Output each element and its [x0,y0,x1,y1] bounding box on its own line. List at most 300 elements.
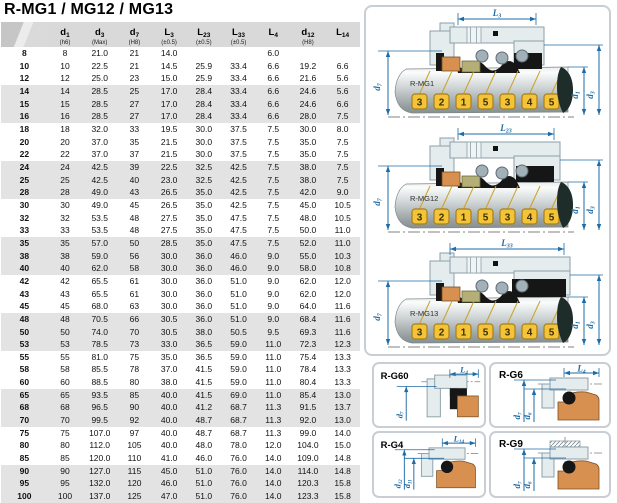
table-cell: 78.0 [221,439,256,452]
row-header-cell: 20 [1,136,48,149]
dim-arrowhead [597,45,601,51]
dim-label-main: L [500,123,506,133]
table-cell: 27 [117,98,152,111]
table-cell: 7.5 [256,174,291,187]
spring-coil [476,280,488,292]
table-cell: 32.0 [82,123,117,136]
column-label-main: d [60,27,67,38]
table-cell: 75.4 [291,351,326,364]
table-cell: 30.5 [152,325,187,338]
table-cell: 28.5 [82,85,117,98]
part-number: 2 [438,212,445,224]
column-header-label [291,22,326,40]
table-cell: 39 [117,161,152,174]
table-cell: 11.3 [256,427,291,440]
column-label-main: d [301,27,308,38]
table-cell: 38 [48,250,83,263]
dim-label-sub: 3 [590,91,597,95]
table-cell: 46.0 [221,262,256,275]
table-cell: 91.5 [291,401,326,414]
part-number: 3 [504,327,511,339]
table-cell: 10.5 [325,212,360,225]
dim-label-sub: 7 [400,411,406,414]
gland-name: R-G60 [380,370,409,382]
table-cell: 24.6 [291,85,326,98]
table-cell: 14.5 [152,60,187,73]
table-cell: 100 [48,490,83,503]
table-cell: 17.0 [152,110,187,123]
table-cell: 125 [117,490,152,503]
o-ring [563,461,576,474]
table-cell: 48.0 [291,212,326,225]
row-header-cell: 16 [1,110,48,123]
table-cell: 68.0 [82,300,117,313]
column-label-sub: 1 [66,32,70,39]
column-tolerance-note: (H8) [128,40,141,46]
column-label-sub: 33 [237,32,246,39]
part-number: 5 [548,327,555,339]
table-cell: 72.3 [291,338,326,351]
table-cell: 14.0 [256,452,291,465]
table-cell: 37.5 [221,136,256,149]
table-cell: 40.0 [152,401,187,414]
seal-drawing-r-mg13 [366,237,609,352]
table-cell: 78.4 [291,363,326,376]
table-cell: 10.8 [325,262,360,275]
table-cell: 14.8 [325,465,360,478]
dim-label-sub: 1 [575,206,582,210]
dim-arrowhead [548,132,554,136]
column-tolerance-note: (±0.5) [230,40,247,46]
dim-label-main: L [501,238,507,248]
table-cell: 96.5 [82,401,117,414]
table-cell: 35.0 [152,351,187,364]
table-cell: 27 [117,110,152,123]
dim-arrowhead [386,109,390,115]
gland-drawing-r-g9 [491,433,609,495]
table-header [1,22,360,47]
table-row [1,161,360,174]
dim-label-sub: 7 [377,198,384,202]
part-number: 2 [438,97,445,109]
spring-coil [516,165,528,177]
dim-label-main: L [577,364,583,374]
seal-diagrams-panel [364,5,611,356]
dim-label-sub: 12 [398,479,404,485]
table-cell: 56 [117,250,152,263]
table-row [1,414,360,427]
table-cell: 10.3 [325,250,360,263]
row-header-cell: 28 [1,186,48,199]
table-cell [221,47,256,60]
spring-coil [496,282,508,294]
table-cell: 28.5 [82,98,117,111]
table-cell: 36.0 [186,287,221,300]
table-cell: 35.0 [186,199,221,212]
table-cell: 14.0 [256,490,291,503]
table-cell: 12 [48,72,83,85]
dim-arrowhead [582,224,586,230]
table-cell: 42.5 [221,199,256,212]
table-cell: 93.5 [82,389,117,402]
dim-label-main: d [585,94,595,99]
column-tolerance-note: (h6) [59,40,71,46]
table-cell: 23.0 [152,174,187,187]
table-cell: 62.0 [82,262,117,275]
table-cell: 30.0 [186,148,221,161]
dim-label-main: d [570,324,580,329]
table-cell: 30.0 [186,123,221,136]
table-cell: 22 [48,148,83,161]
table-cell: 36.0 [186,313,221,326]
table-cell: 19.5 [152,123,187,136]
table-cell: 45.0 [152,465,187,478]
gland-body [435,375,467,388]
table-cell: 49.0 [82,199,117,212]
table-cell: 46.0 [186,452,221,465]
table-cell: 38.0 [291,174,326,187]
dim-arrowhead [582,109,586,115]
table-cell: 40.0 [152,414,187,427]
table-cell: 92.0 [291,414,326,427]
table-cell: 35 [48,237,83,250]
table-row [1,186,360,199]
table-cell: 42.5 [82,161,117,174]
part-number: 1 [460,212,467,224]
seal-diagram-r-mg12 [366,122,609,237]
row-header-cell: 43 [1,287,48,300]
spring-coil [496,167,508,179]
table-cell: 21.5 [152,148,187,161]
table-row [1,110,360,123]
table-cell: 48.0 [186,439,221,452]
table-cell: 51.0 [221,287,256,300]
table-cell: 15.0 [325,439,360,452]
dim-arrowhead [597,339,601,345]
table-cell: 11.0 [325,237,360,250]
row-header-cell: 12 [1,72,48,85]
table-cell: 5.6 [325,85,360,98]
table-cell [186,47,221,60]
row-header-cell: 22 [1,148,48,161]
seal-face-ring [442,287,460,301]
table-cell: 10.5 [325,199,360,212]
table-cell: 11.0 [256,376,291,389]
row-header-cell: 95 [1,477,48,490]
table-cell: 61 [117,287,152,300]
table-cell: 15.8 [325,477,360,490]
table-cell: 104.0 [291,439,326,452]
table-cell: 19.2 [291,60,326,73]
table-cell: 68.7 [221,414,256,427]
table-cell: 9.0 [325,186,360,199]
seat-ring [462,176,480,187]
table-cell: 24 [48,161,83,174]
table-cell: 120 [117,477,152,490]
table-cell: 50 [117,237,152,250]
diagram-name: R-MG1 [410,79,435,88]
drive-pin [493,31,498,36]
table-cell: 40 [117,174,152,187]
seat-cup [457,396,478,417]
table-cell: 58 [117,262,152,275]
table-cell: 12.0 [325,287,360,300]
table-cell: 70.5 [82,313,117,326]
dim-label-main: d [372,316,382,321]
gland-name: R-G9 [499,439,523,450]
table-cell: 99.0 [291,427,326,440]
row-header-cell: 68 [1,401,48,414]
table-row [1,275,360,288]
dim-label-sub: 4 [582,368,586,375]
dim-label-sub: 7 [377,313,384,317]
table-cell: 37.0 [82,148,117,161]
dim-arrowhead [597,275,601,281]
table-cell: 42 [48,275,83,288]
table-cell: 69.0 [221,389,256,402]
table-cell: 65.5 [82,275,117,288]
table-cell: 76.0 [221,465,256,478]
column-header-label [221,22,256,40]
row-header-cell: 58 [1,363,48,376]
part-number: 4 [526,97,533,109]
part-number: 4 [526,212,533,224]
table-cell: 15 [48,98,83,111]
table-cell: 14.0 [256,465,291,478]
table-cell: 27.5 [152,212,187,225]
dim-arrowhead [458,132,464,136]
table-cell: 55 [48,351,83,364]
table-cell: 33.4 [221,98,256,111]
table-cell: 7.5 [256,199,291,212]
table-cell: 105 [117,439,152,452]
dim-label-main: d [512,484,522,489]
dim-label-main: d [402,484,413,489]
table-row [1,250,360,263]
table-row [1,452,360,465]
table-cell: 25 [117,85,152,98]
table-cell: 7.5 [256,161,291,174]
table-cell: 36.0 [186,250,221,263]
table-row [1,60,360,73]
row-header-cell: 50 [1,325,48,338]
seal-drawing-r-mg1 [366,7,609,122]
table-cell: 30.0 [152,275,187,288]
table-cell: 90 [117,401,152,414]
row-header-cell: 70 [1,414,48,427]
gland-name: R-G4 [380,439,404,451]
table-cell: 28.4 [186,110,221,123]
table-cell: 59.0 [221,376,256,389]
row-header-cell: 40 [1,262,48,275]
table-cell: 30.5 [152,313,187,326]
table-cell: 32.5 [186,174,221,187]
table-cell: 6.6 [256,110,291,123]
rubber-boot [450,388,458,409]
row-header-cell: 55 [1,351,48,364]
table-cell: 85.5 [82,363,117,376]
dim-arrowhead [386,281,390,287]
table-cell: 25.9 [186,72,221,85]
table-cell: 41.0 [152,452,187,465]
table-cell: 58 [48,363,83,376]
column-label-main: L [164,27,171,38]
dim-arrowhead [412,458,416,464]
set-screw [467,27,481,43]
table-cell: 13.3 [325,376,360,389]
dim-label-sub: 1 [575,91,582,95]
part-number: 5 [548,212,555,224]
table-cell: 43 [117,186,152,199]
table-cell: 28.5 [152,237,187,250]
table-cell: 33 [117,123,152,136]
table-cell: 9.0 [256,262,291,275]
table-cell: 28 [48,186,83,199]
dim-label-main: d [570,94,580,99]
dim-arrowhead [470,441,476,445]
table-cell: 33.4 [221,110,256,123]
table-cell: 80 [48,439,83,452]
table-row [1,363,360,376]
table-cell: 45 [48,300,83,313]
table-cell: 13.0 [325,414,360,427]
table-cell: 13.0 [325,389,360,402]
gland-drawing-r-g60 [374,364,484,426]
row-header-cell: 85 [1,452,48,465]
table-cell: 10 [48,60,83,73]
dim-label-main: d [394,413,405,419]
row-header-cell: 24 [1,161,48,174]
seat-ring [462,61,480,72]
table-cell: 25 [48,174,83,187]
table-cell: 11.6 [325,325,360,338]
part-number: 5 [482,97,489,109]
row-header-cell: 48 [1,313,48,326]
spring-coil [516,280,528,292]
table-row [1,427,360,440]
table-cell: 48 [117,224,152,237]
spring-coil [496,52,508,64]
table-cell: 76.0 [221,452,256,465]
column-header-label [325,22,360,40]
table-cell: 11.0 [325,224,360,237]
row-header-cell: 14 [1,85,48,98]
column-header-label [256,22,291,40]
table-cell: 114.0 [291,465,326,478]
dim-arrowhead [386,166,390,172]
table-cell: 75 [48,427,83,440]
table-cell: 36.0 [186,275,221,288]
table-cell: 6.6 [325,98,360,111]
table-cell: 30.0 [291,123,326,136]
table-cell: 8 [48,47,83,60]
table-cell [325,47,360,60]
dim-label [453,434,465,445]
column-label-main: L [232,27,238,38]
set-screw [467,257,481,273]
table-row [1,148,360,161]
dim-label [372,312,384,321]
row-header-cell: 90 [1,465,48,478]
table-cell: 137.0 [82,490,117,503]
dim-arrowhead [597,109,601,115]
row-header-cell: 33 [1,224,48,237]
table-cell: 68 [48,401,83,414]
column-label-sub: 4 [274,32,278,39]
dim-label-sub: 7 [518,412,524,415]
table-cell: 66 [117,313,152,326]
table-cell: 12.0 [325,275,360,288]
table-cell: 76.0 [221,477,256,490]
dim-arrowhead [473,372,479,376]
table-cell: 35.0 [186,212,221,225]
table-cell: 78.5 [82,338,117,351]
row-header-cell: 10 [1,60,48,73]
table-cell: 32 [48,212,83,225]
dim-arrowhead [386,339,390,345]
table-cell: 7.5 [325,174,360,187]
table-cell: 97 [117,427,152,440]
table-cell: 30.0 [186,136,221,149]
dim-label [459,365,468,376]
table-cell: 13.3 [325,351,360,364]
table-cell: 80 [117,376,152,389]
table-cell: 11.0 [256,351,291,364]
dim-label-sub: 3 [590,321,597,325]
table-cell: 68.7 [221,427,256,440]
table-cell: 65.5 [82,287,117,300]
table-cell: 35.0 [186,237,221,250]
table-cell: 9.0 [256,250,291,263]
column-header-label [48,22,83,40]
table-row [1,439,360,452]
spring-coil [476,50,488,62]
column-header [186,22,221,47]
column-tolerance-note: (H8) [302,40,314,46]
table-cell: 9.0 [256,313,291,326]
part-number: 5 [482,327,489,339]
table-cell: 88.5 [82,376,117,389]
table-cell: 85.4 [291,389,326,402]
table-cell: 35.0 [186,186,221,199]
dim-label [500,238,513,250]
row-header-cell: 32 [1,212,48,225]
table-cell: 21.5 [152,136,187,149]
o-ring [441,461,453,473]
part-number: 3 [504,212,511,224]
dim-label-sub: 11 [408,479,414,485]
table-cell: 33.4 [221,60,256,73]
table-cell: 52.0 [291,237,326,250]
table-cell: 6.6 [256,98,291,111]
table-cell: 50.0 [291,224,326,237]
column-header [256,22,291,47]
table-cell: 107.0 [82,427,117,440]
table-row [1,490,360,503]
part-number: 3 [416,327,423,339]
table-cell: 33 [48,224,83,237]
table-cell: 48.7 [186,427,221,440]
table-cell: 28.4 [186,98,221,111]
table-row [1,123,360,136]
table-cell: 37.5 [221,123,256,136]
table-cell: 17.0 [152,98,187,111]
table-cell: 76.0 [221,490,256,503]
dim-label-sub: 3 [590,206,597,210]
table-row [1,465,360,478]
table-cell: 7.5 [256,212,291,225]
column-label-sub: 23 [203,32,211,39]
